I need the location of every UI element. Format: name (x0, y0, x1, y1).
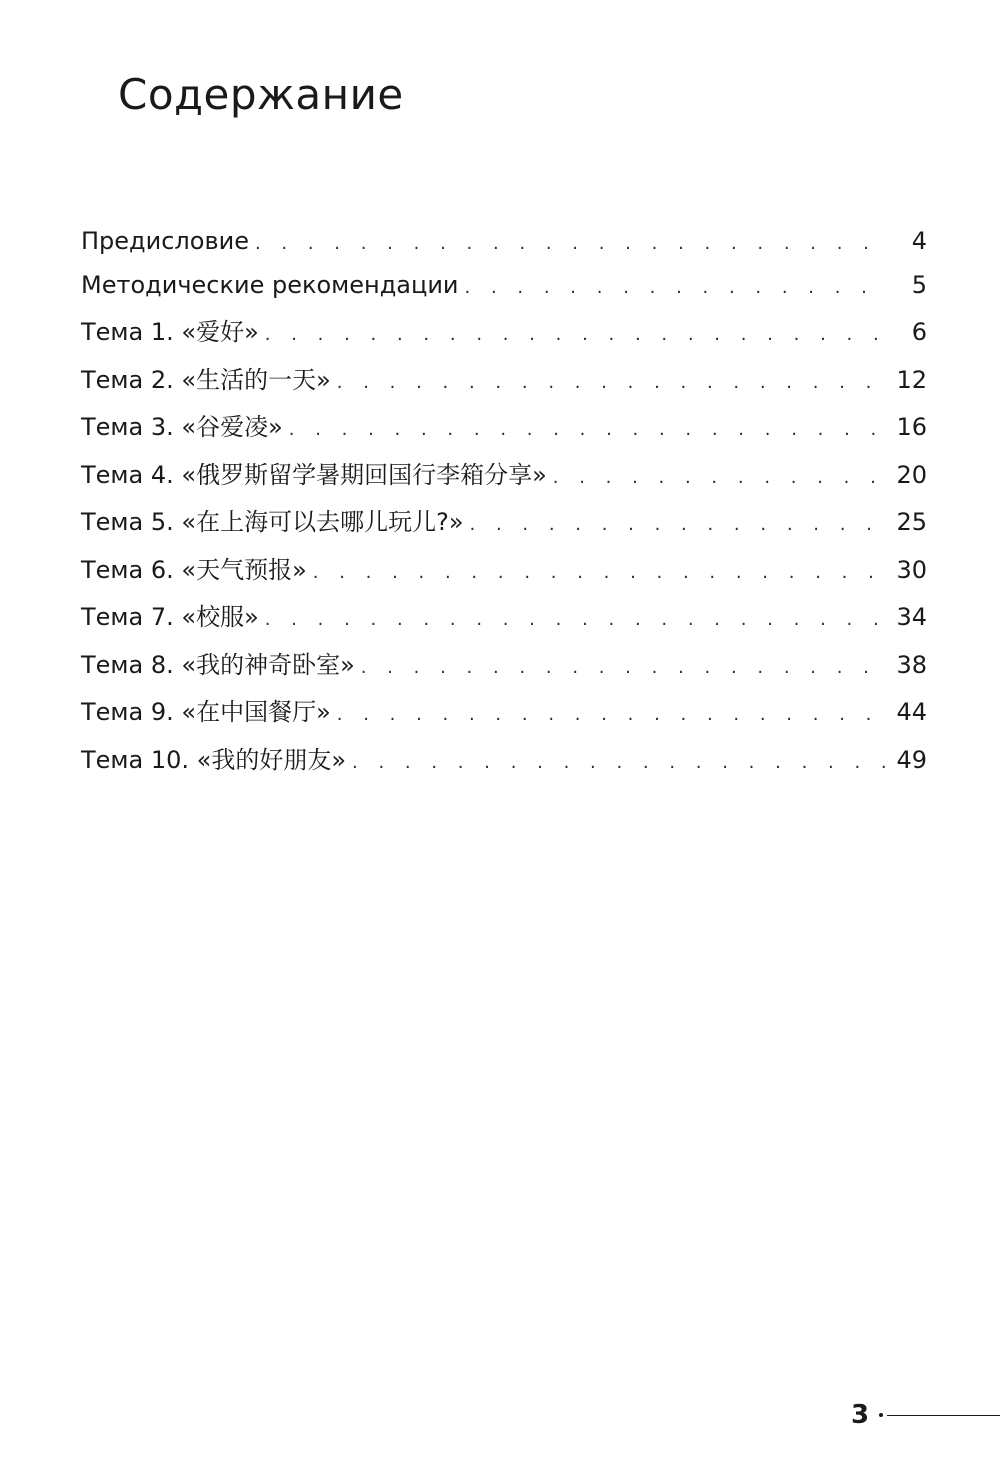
toc-entry-title: Тема 9. «在中国餐厅» (81, 698, 331, 726)
toc-entry-page: 12 (896, 365, 927, 394)
toc-entry-page: 5 (911, 271, 927, 299)
toc-dot-leader (352, 737, 887, 787)
toc-entry-title: Тема 1. «爱好» (81, 318, 259, 346)
toc-entry-title: Тема 10. «我的好朋友» (81, 745, 347, 774)
toc-entry-page: 16 (896, 413, 927, 441)
toc-dot-leader (553, 452, 887, 502)
toc-entry-page: 38 (896, 650, 927, 679)
footer-dot (879, 1413, 883, 1417)
page-footer (851, 1400, 1000, 1430)
toc-entry-page: 34 (896, 603, 927, 631)
toc-dot-leader (470, 499, 888, 549)
toc-entry-title: Тема 3. «谷爱凌» (81, 413, 283, 441)
toc-entry-topic-9 (81, 689, 927, 737)
toc-dot-leader (289, 404, 887, 454)
toc-entry-topic-3 (81, 404, 927, 452)
toc-entry-topic-7 (81, 594, 927, 642)
toc-entry-title: Тема 7. «校服» (81, 603, 259, 631)
toc-entry-title: Тема 8. «我的神奇卧室» (81, 650, 355, 679)
toc-dot-leader (337, 689, 887, 739)
toc-entry-topic-6 (81, 547, 927, 595)
toc-entry-title: Тема 6. «天气预报» (81, 555, 307, 584)
toc-dot-leader (313, 547, 887, 597)
toc-dot-leader (255, 220, 887, 265)
toc-entry-page: 25 (896, 508, 927, 536)
toc-entry-page: 49 (896, 745, 927, 774)
toc-entry-preface (81, 220, 927, 262)
toc-entry-topic-8 (81, 642, 927, 690)
toc-dot-leader (265, 594, 887, 644)
toc-entry-page: 44 (896, 698, 927, 726)
page-title: Содержание (118, 70, 404, 119)
toc-entry-topic-2 (81, 357, 927, 405)
toc-entry-topic-1 (81, 309, 927, 357)
toc-entry-page: 20 (896, 460, 927, 489)
toc-entry-page: 4 (911, 227, 927, 255)
toc-entry-page: 30 (896, 555, 927, 584)
toc-entry-title: Методические рекомендации (81, 271, 459, 299)
toc-dot-leader (337, 357, 887, 407)
toc-entry-page: 6 (911, 318, 927, 346)
toc-entry-title: Тема 4. «俄罗斯留学暑期回国行李箱分享» (81, 460, 547, 489)
toc-entry-title: Тема 5. «在上海可以去哪儿玩儿?» (81, 508, 464, 536)
toc-entry-topic-10 (81, 737, 927, 785)
toc-dot-leader (265, 309, 887, 359)
table-of-contents (81, 220, 927, 784)
footer-rule (887, 1415, 1000, 1416)
toc-entry-title: Предисловие (81, 227, 249, 255)
page-number: 3 (851, 1400, 870, 1430)
toc-dot-leader (361, 642, 887, 692)
toc-entry-title: Тема 2. «生活的一天» (81, 365, 331, 394)
toc-dot-leader (465, 262, 887, 311)
toc-entry-topic-5 (81, 499, 927, 547)
toc-entry-methodology (81, 262, 927, 309)
toc-entry-topic-4 (81, 452, 927, 500)
